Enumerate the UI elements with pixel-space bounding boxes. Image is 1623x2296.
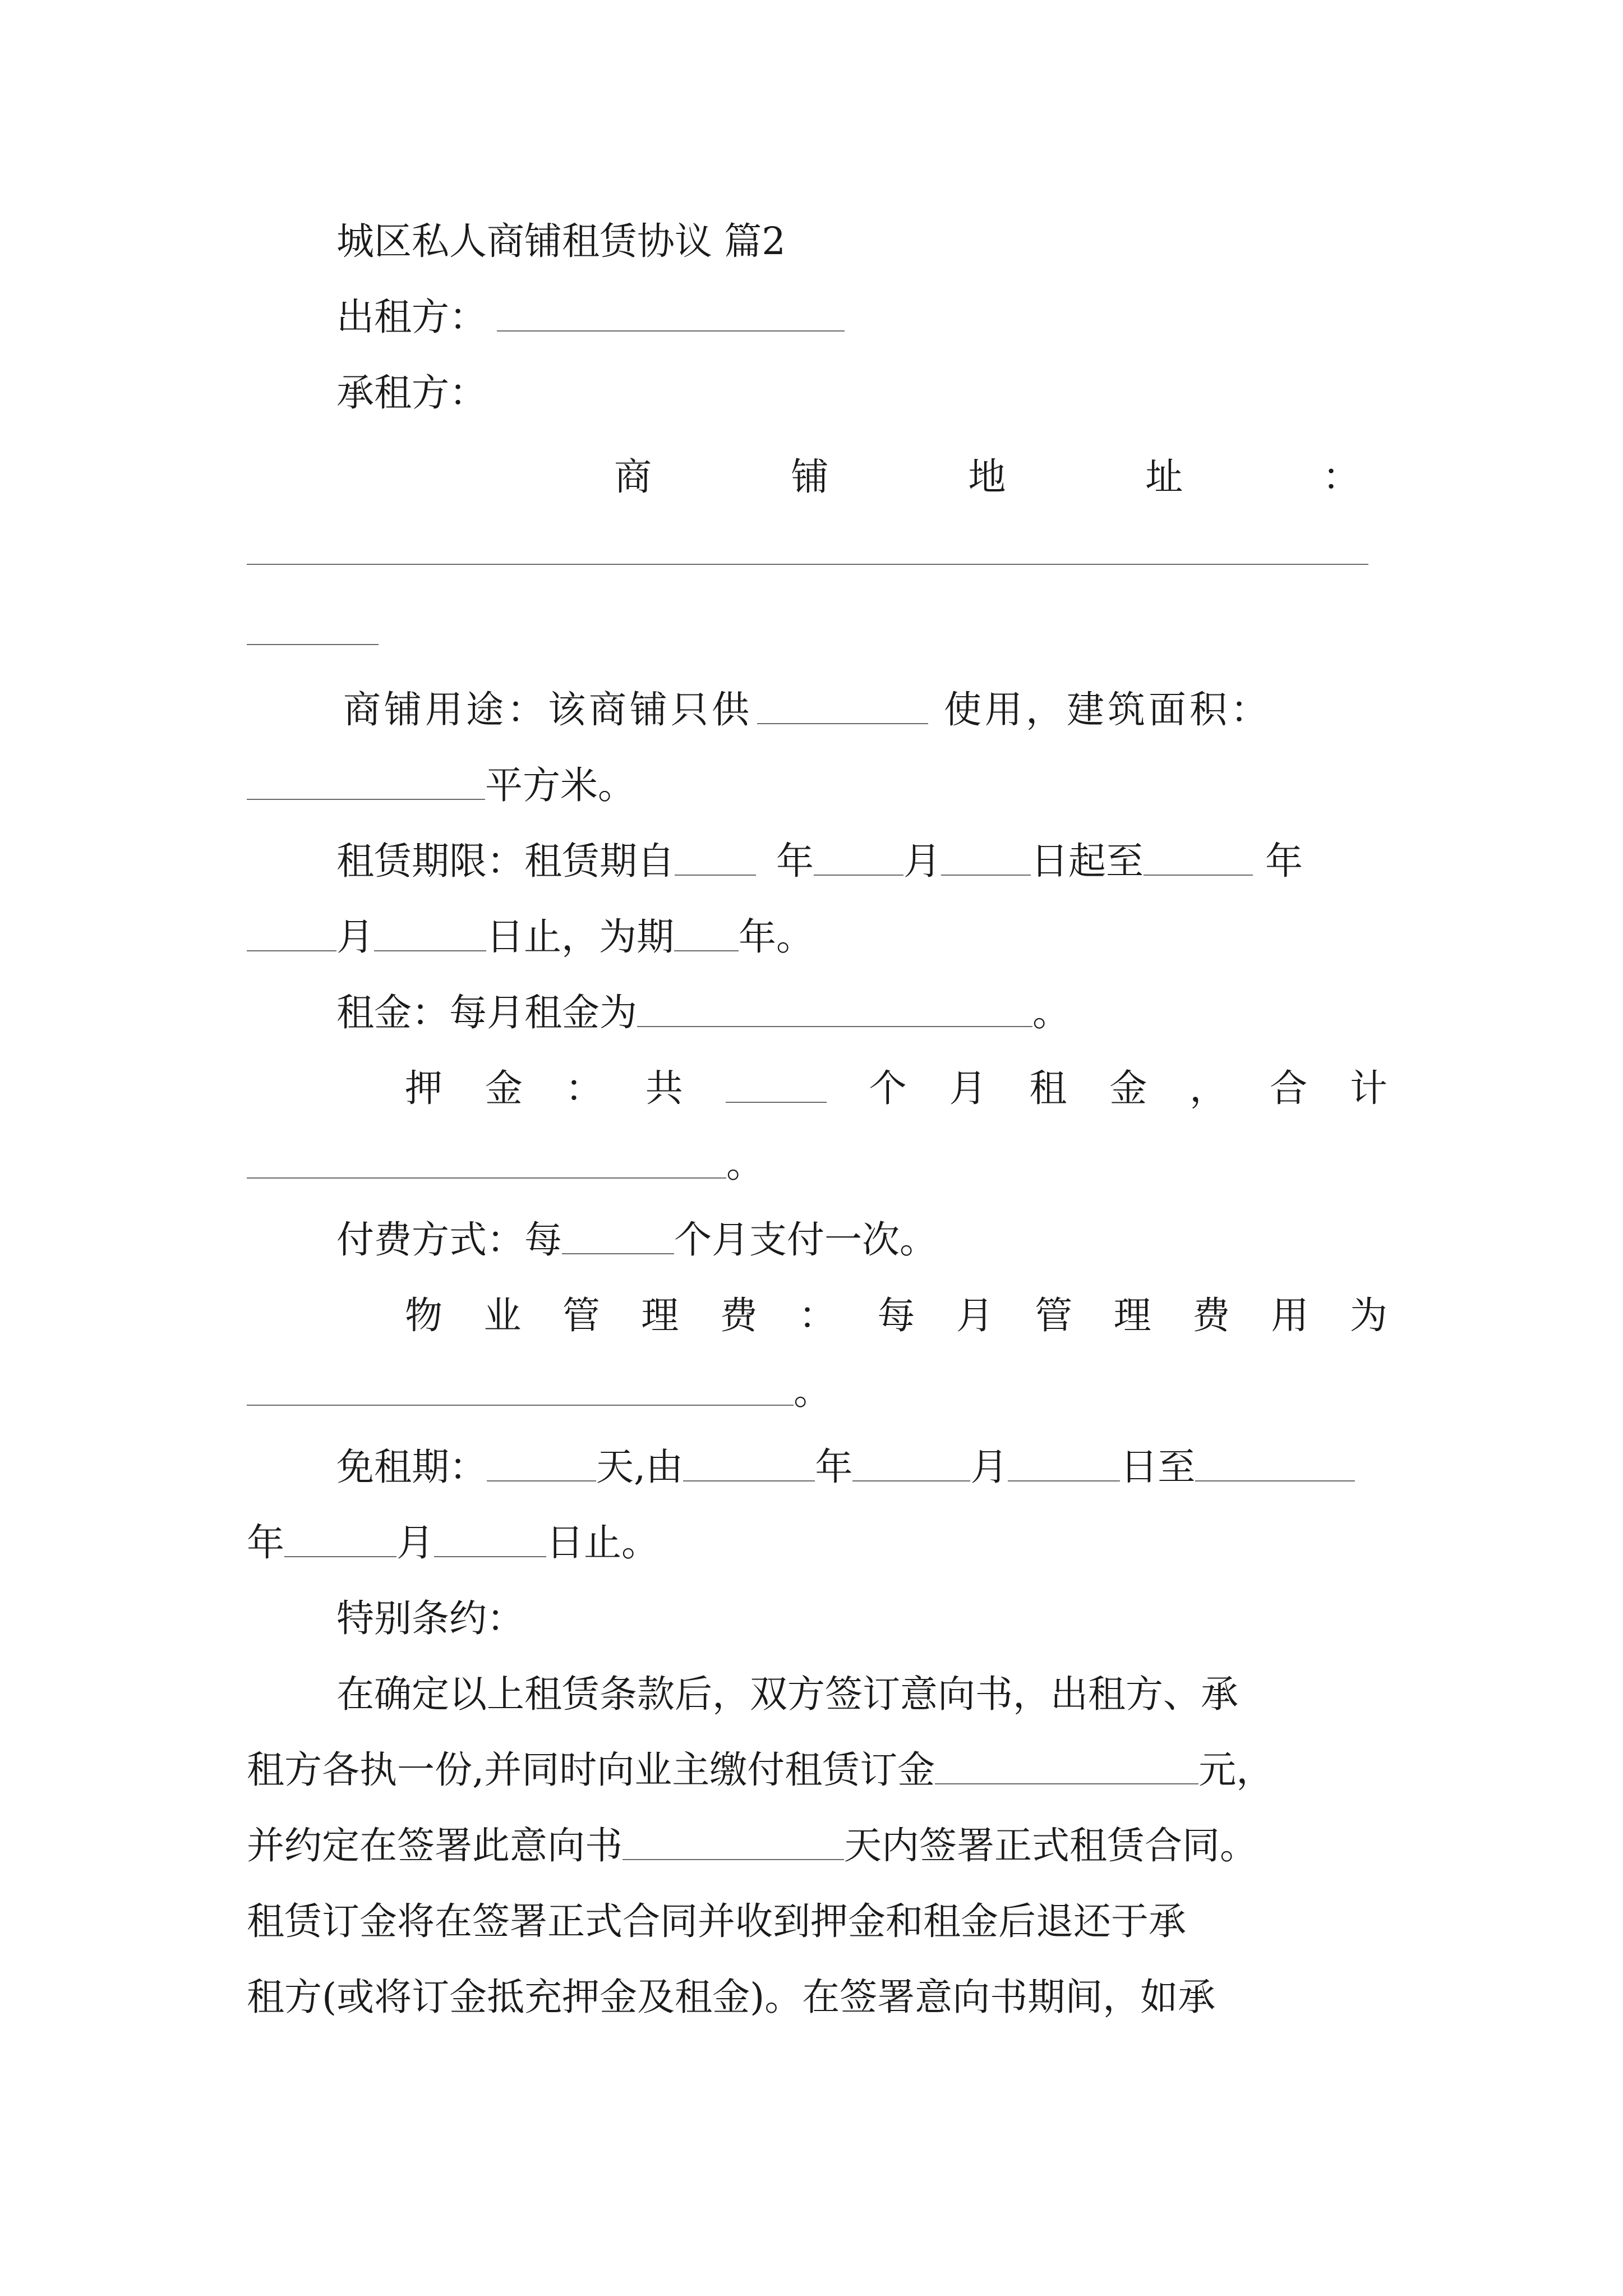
free-start-day-blank xyxy=(1008,1439,1120,1481)
lessor-blank xyxy=(497,289,845,332)
term-start-day-blank xyxy=(941,833,1031,876)
area-line: 平方米。 xyxy=(247,757,635,813)
free-end-month-blank xyxy=(284,1515,396,1557)
payment-blank xyxy=(562,1212,674,1254)
deposit-amount-blank xyxy=(935,1742,1198,1784)
address-blank-1 xyxy=(247,564,1368,565)
rent-blank xyxy=(637,984,1032,1027)
paragraph-line-1: 在确定以上租赁条款后，双方签订意向书，出租方、承 xyxy=(336,1672,1238,1716)
term-end-month-blank xyxy=(247,909,336,951)
paragraph-line-5: 租方(或将订金抵充押金及租金)。在签署意向书期间，如承 xyxy=(247,1975,1216,2019)
term-line: 租赁期限：租赁期自 年 月 日起至 年 xyxy=(336,833,1303,889)
payment-line: 付费方式：每 个月支付一次。 xyxy=(336,1212,937,1268)
lessor-label: 出租方： xyxy=(336,295,487,339)
deposit-total-blank xyxy=(247,1136,726,1179)
free-start-year-blank xyxy=(683,1439,815,1481)
mgmt-fee-amount-line: 。 xyxy=(247,1363,831,1419)
mgmt-fee-blank xyxy=(247,1363,794,1406)
special-terms-label: 特别条约： xyxy=(336,1596,524,1640)
mgmt-fee-line: 物 业 管 理 费 ： 每 月 管 理 费 用 为 xyxy=(405,1294,1387,1337)
rent-free-line-2: 年 月 日止。 xyxy=(247,1515,659,1571)
rent-free-line: 免租期： 天,由 年 月 日至 xyxy=(336,1439,1355,1495)
document-title: 城区私人商铺租赁协议 篇2 xyxy=(336,219,786,263)
area-blank xyxy=(247,757,485,800)
free-end-day-blank xyxy=(434,1515,546,1557)
term-years-blank xyxy=(674,909,739,951)
paragraph-line-2: 租方各执一份,并同时向业主缴付租赁订金 元， xyxy=(247,1742,1274,1798)
term-start-year-blank xyxy=(675,833,756,876)
address-blank-2 xyxy=(247,644,379,645)
paragraph-line-4: 租赁订金将在签署正式合同并收到押金和租金后退还于承 xyxy=(247,1899,1186,1943)
term-line-2: 月 日止，为期 年。 xyxy=(247,909,814,965)
free-start-month-blank xyxy=(852,1439,970,1481)
term-end-day-blank xyxy=(374,909,486,951)
free-end-year-blank xyxy=(1195,1439,1355,1481)
deposit-total-line: 。 xyxy=(247,1136,764,1192)
rent-line: 租金：每月租金为 。 xyxy=(336,984,1070,1041)
lessee-label: 承租方： xyxy=(336,371,487,415)
paragraph-line-3: 并约定在签署此意向书 天内签署正式租赁合同。 xyxy=(247,1818,1257,1874)
address-line: 商 铺 地 址 ： xyxy=(614,455,1360,499)
deposit-line: 押 金 ： 共 个 月 租 金 ， 合 计 xyxy=(405,1060,1387,1116)
term-start-month-blank xyxy=(814,833,903,876)
deposit-months-blank xyxy=(726,1060,827,1103)
term-end-year-blank xyxy=(1144,833,1253,876)
free-days-blank xyxy=(487,1439,596,1481)
lessee-line xyxy=(336,365,487,421)
usage-line: 商铺用途：该商铺只供 使用，建筑面积： xyxy=(343,682,1271,738)
usage-blank xyxy=(757,682,928,724)
lessor-line xyxy=(336,289,845,345)
sign-days-blank xyxy=(623,1818,844,1860)
